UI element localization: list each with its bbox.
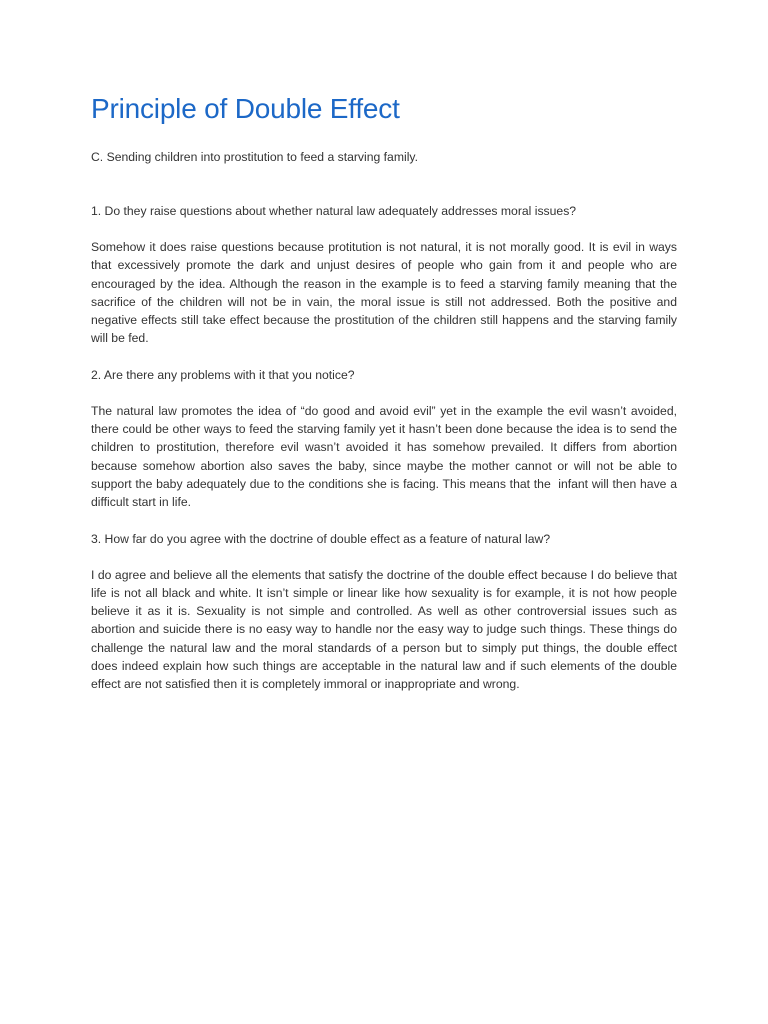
scenario-subtitle: C. Sending children into prostitution to feed a starving family. [91,150,418,164]
answer-2: The natural law promotes the idea of “do good and avoid evil” yet in the example the evil wasn’t avoided, there could be other ways to feed the starving family yet it hasn’t been done because the idea is to send the children to prostitution, therefore evil wasn’t avoided it has somehow prevailed. It differs from abortion because somehow abortion also saves the baby, since maybe the mother cannot or will not be able to support the baby adequately due to the conditions she is facing. This means that the infant will then have a difficult start in life. [91,403,681,510]
question-2: 2. Are there any problems with it that you notice? [91,367,355,382]
document-page [91,88,681,694]
question-1: 1. Do they raise questions about whether natural law adequately addresses moral issues? [91,204,577,218]
question-3: 3. How far do you agree with the doctrine of double effect as a feature of natural law? [91,531,551,546]
answer-1: Somehow it does raise questions because protitution is not natural, it is not morally good. It is evil in ways that excessively promote the dark and unjust desires of people who gain from it and people who are encouraged by the idea. Although the reason in the example is to feed a starving family meaning that the sacrifice of the children will not be in vain, the moral issue is still not addressed. Both the positive and negative effects still take effect because the prostitution of the children still happens and the starving family will be fed. [91,240,681,346]
page-title: Principle of Double Effect [91,93,400,124]
answer-3: I do agree and believe all the elements that satisfy the doctrine of the double effect because I do believe that life is not all black and white. It isn’t simple or linear like how sexuality is for example, it is not how people believe it as it is. Sexuality is not simple and controlled. As well as other controversial issues such as abortion and suicide there is no easy way to handle nor the easy way to judge such things. These things do challenge the natural law and the moral standards of a person but to simply put things, the double effect does indeed explain how such things are acceptable in the natural law and if such elements of the double effect are not satisfied then it is completely immoral or inappropriate and wrong. [91,567,681,692]
